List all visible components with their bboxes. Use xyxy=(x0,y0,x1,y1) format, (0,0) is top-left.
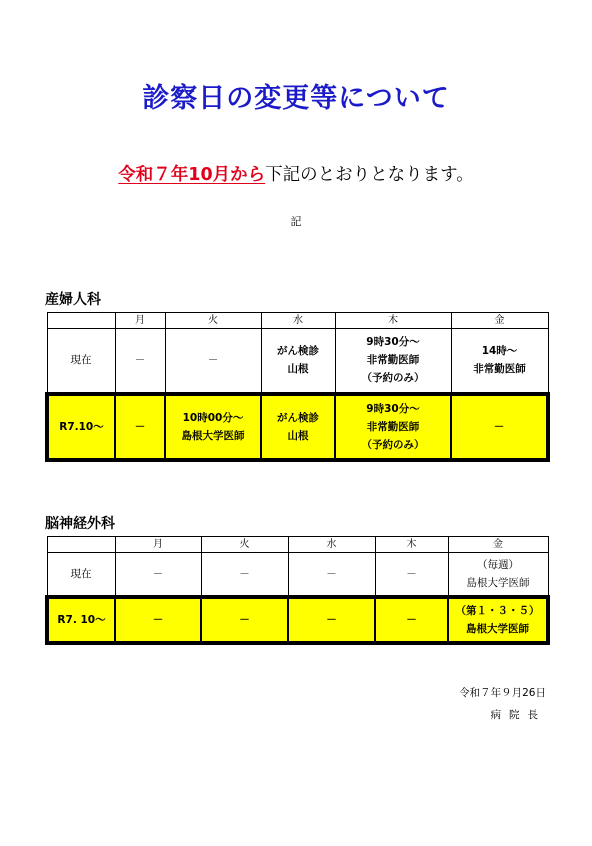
cell-line: がん検診 xyxy=(277,345,319,358)
schedule-cell xyxy=(115,597,201,643)
schedule-cell xyxy=(335,329,451,394)
cell-line: 14時～ xyxy=(481,345,518,358)
obgyn-heading: 産婦人科 xyxy=(45,292,101,308)
cell-line: － xyxy=(207,354,219,367)
day-header-mon: 月 xyxy=(115,313,165,329)
day-header-wed: 水 xyxy=(288,537,375,553)
day-header-thu: 木 xyxy=(335,313,451,329)
cell-line: － xyxy=(326,567,337,580)
cell-line: 9時30分～ xyxy=(366,402,420,415)
cell-line: 島根大学医師 xyxy=(466,576,530,589)
schedule-cell xyxy=(451,329,548,394)
row-label: 現在 xyxy=(47,329,115,394)
schedule-cell xyxy=(451,394,548,460)
cell-line: 非常勤医師 xyxy=(366,420,420,433)
schedule-cell xyxy=(448,597,548,643)
day-header-fri: 金 xyxy=(451,313,548,329)
cell-line: － xyxy=(152,567,164,580)
cell-line: － xyxy=(134,354,146,367)
cell-line: （毎週） xyxy=(477,558,519,571)
current-row xyxy=(47,329,548,394)
schedule-cell xyxy=(261,329,335,394)
cell-line: － xyxy=(406,613,417,626)
cell-line: － xyxy=(239,567,250,580)
cell-line: 山根 xyxy=(287,429,309,442)
signer: 病院長 xyxy=(490,709,546,721)
schedule-cell xyxy=(201,597,288,643)
cell-line: （第１・３・５） xyxy=(455,604,540,617)
schedule-cell xyxy=(448,553,548,597)
day-header-tue: 火 xyxy=(201,537,288,553)
schedule-cell xyxy=(165,394,261,460)
table-header-row xyxy=(47,313,548,329)
table-header-row xyxy=(47,537,548,553)
cell-line: － xyxy=(239,613,250,626)
day-header-tue: 火 xyxy=(165,313,261,329)
current-row xyxy=(47,553,548,597)
neuro-heading: 脳神経外科 xyxy=(45,516,115,532)
obgyn-schedule-table xyxy=(45,312,550,462)
cell-line: － xyxy=(493,420,505,433)
row-label: 現在 xyxy=(47,553,115,597)
cell-line: 島根大学医師 xyxy=(466,622,529,635)
notice-highlight: 令和７年10月から xyxy=(118,165,266,185)
cell-line: － xyxy=(134,420,146,433)
ki-label: 記 xyxy=(290,215,302,228)
schedule-cell xyxy=(261,394,335,460)
cell-line: 非常勤医師 xyxy=(366,354,420,367)
cell-line: － xyxy=(152,613,164,626)
neuro-schedule-table xyxy=(45,536,550,645)
new-row xyxy=(47,597,548,643)
cell-line: 非常勤医師 xyxy=(473,363,526,376)
schedule-cell xyxy=(115,394,165,460)
schedule-cell xyxy=(115,553,201,597)
cell-line: （予約のみ） xyxy=(361,438,425,451)
schedule-cell xyxy=(201,553,288,597)
day-header-thu: 木 xyxy=(375,537,448,553)
schedule-cell xyxy=(375,597,448,643)
corner-cell xyxy=(47,537,115,553)
day-header-mon: 月 xyxy=(115,537,201,553)
cell-line: がん検診 xyxy=(277,411,319,424)
cell-line: 島根大学医師 xyxy=(181,429,245,442)
cell-line: － xyxy=(326,613,337,626)
day-header-wed: 水 xyxy=(261,313,335,329)
cell-line: － xyxy=(406,567,417,580)
schedule-cell xyxy=(375,553,448,597)
cell-line: 山根 xyxy=(287,363,309,376)
new-row xyxy=(47,394,548,460)
schedule-cell xyxy=(288,553,375,597)
row-label: R7. 10～ xyxy=(47,597,115,643)
schedule-cell xyxy=(288,597,375,643)
notice-rest: 下記のとおりとなります。 xyxy=(265,165,474,185)
cell-line: （予約のみ） xyxy=(361,372,425,385)
issue-date: 令和７年９月26日 xyxy=(459,687,546,699)
schedule-cell xyxy=(115,329,165,394)
cell-line: 10時00分～ xyxy=(182,411,244,424)
corner-cell xyxy=(47,313,115,329)
schedule-cell xyxy=(335,394,451,460)
day-header-fri: 金 xyxy=(448,537,548,553)
page-title: 診察日の変更等について xyxy=(142,83,450,114)
notice-line xyxy=(0,161,592,186)
cell-line: 9時30分～ xyxy=(366,336,420,349)
schedule-cell xyxy=(165,329,261,394)
row-label: R7.10～ xyxy=(47,394,115,460)
